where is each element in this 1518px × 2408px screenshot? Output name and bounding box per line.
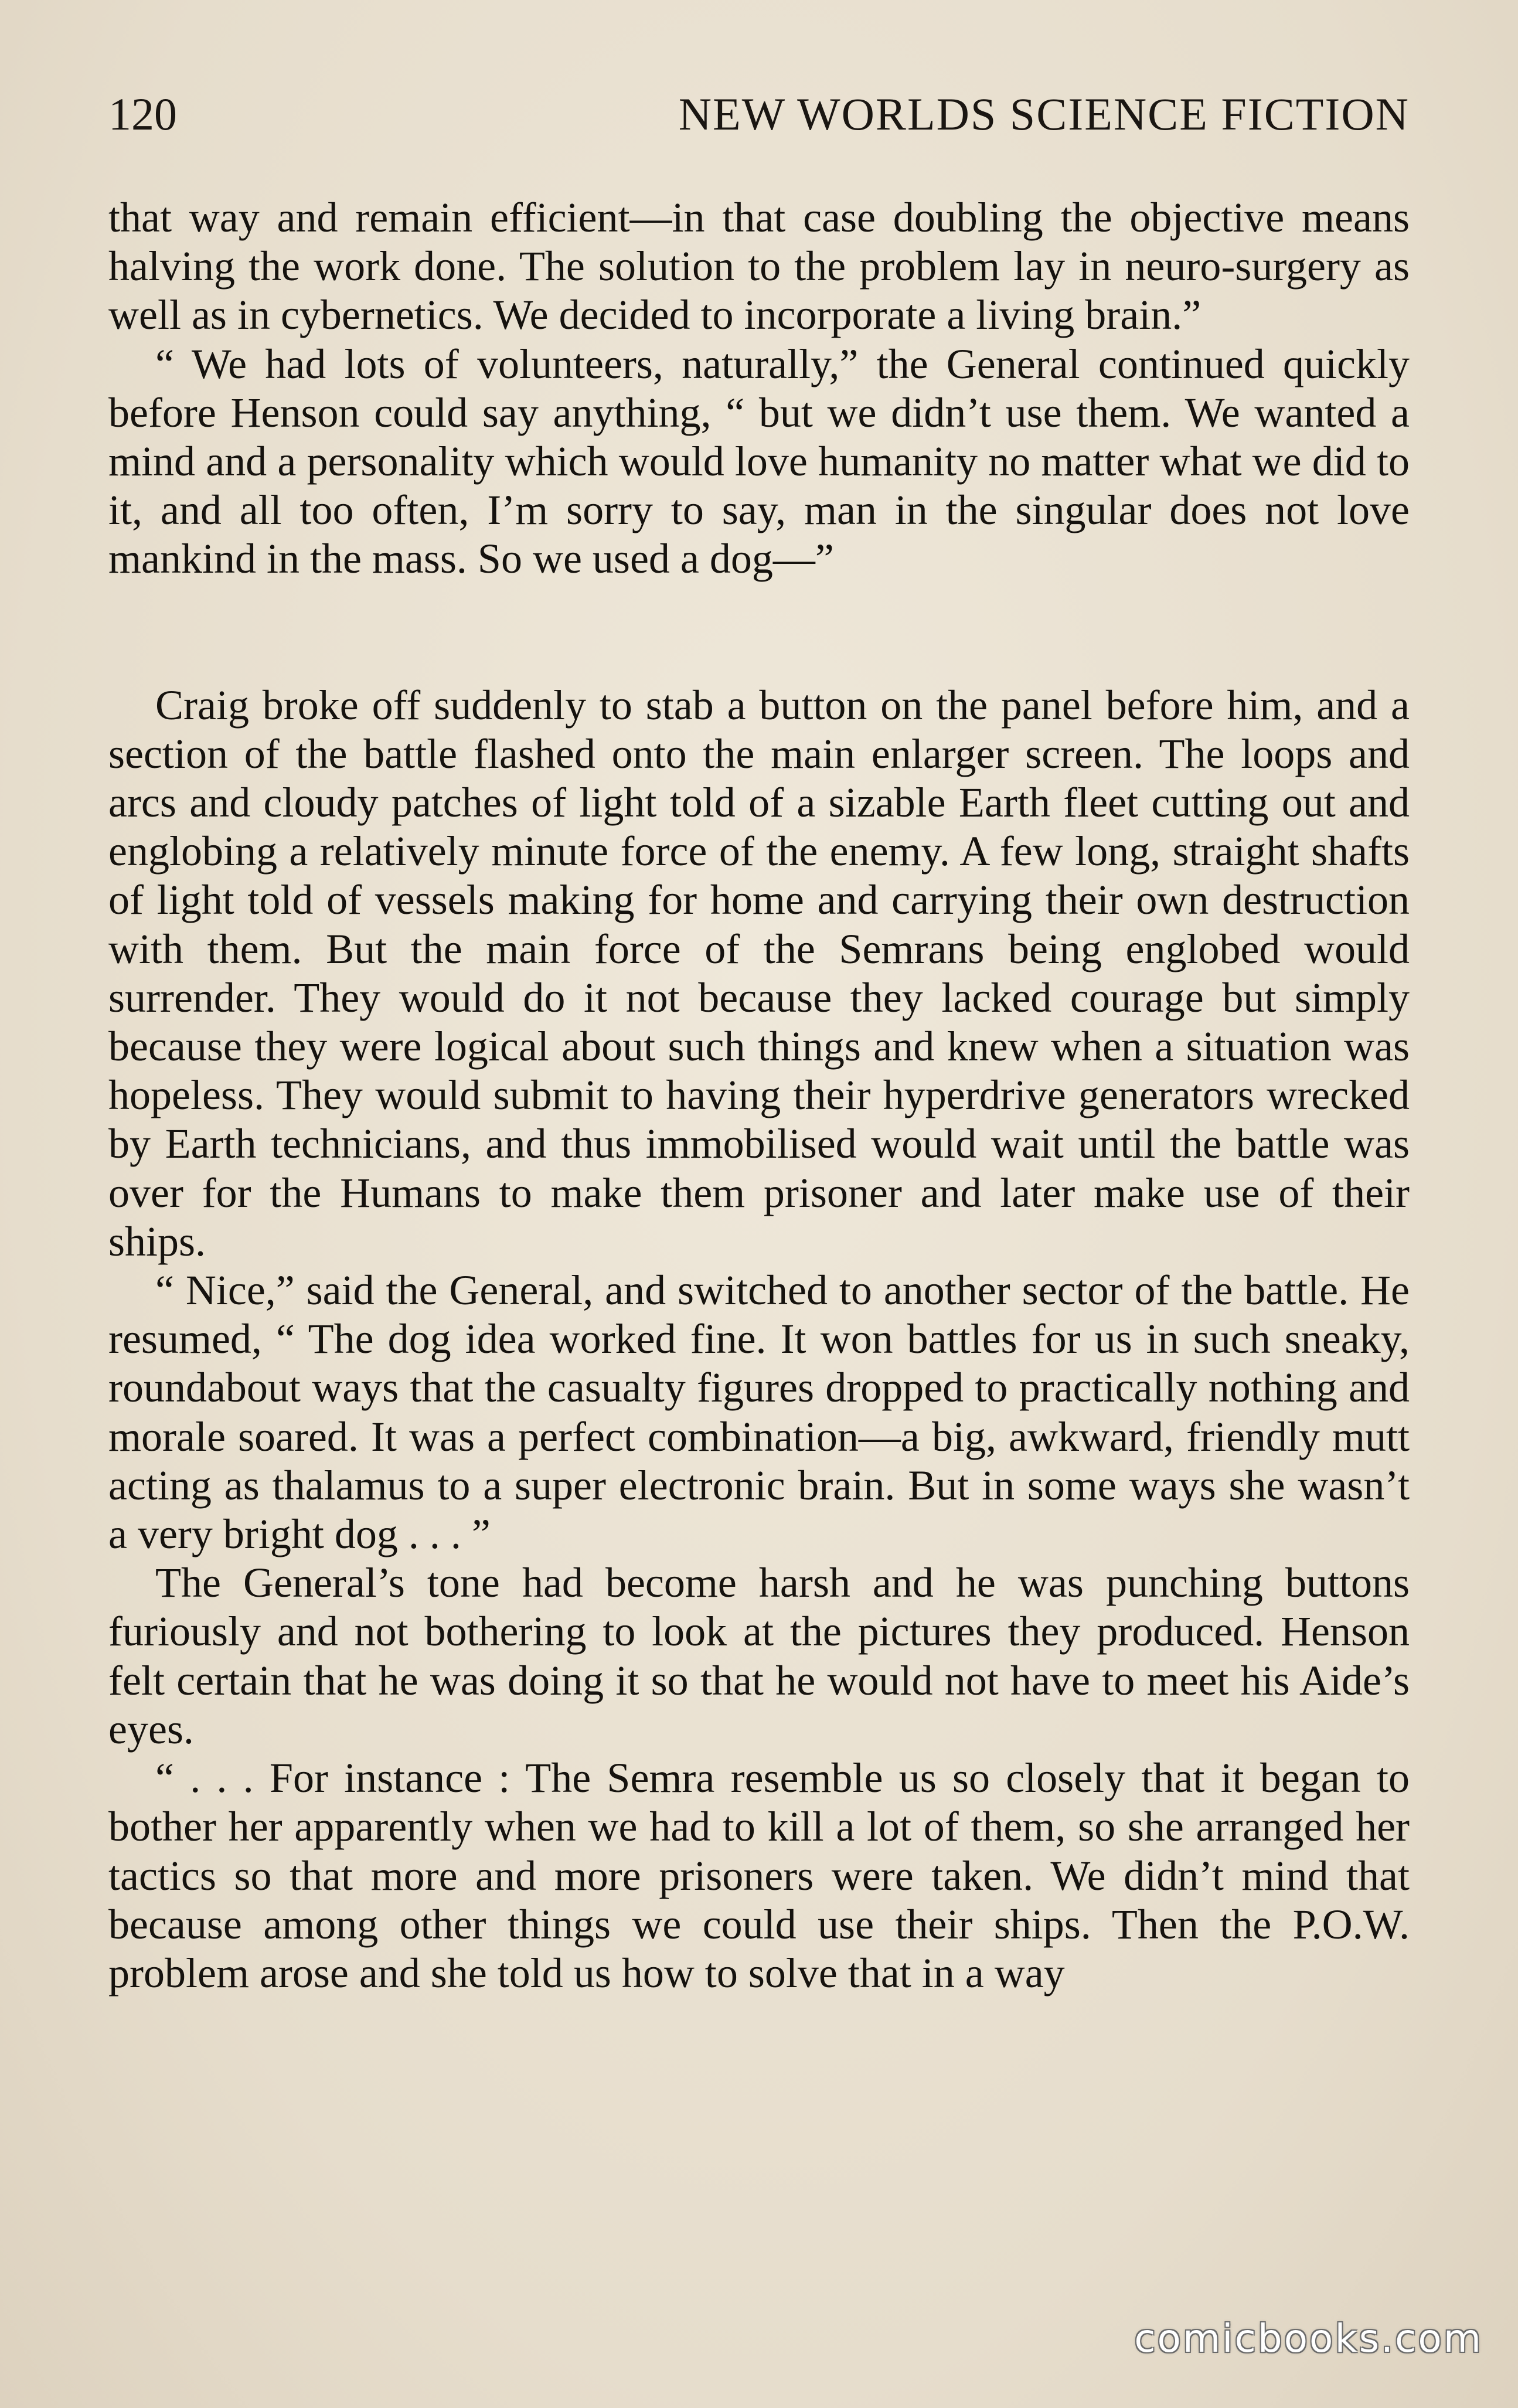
paragraph-after-section-break: Craig broke off suddenly to stab a button on the panel before him, and a section of the battle flashed onto the main enlarger screen. The loops and arcs and cloudy patches of light told of a sizable Earth fleet cutting out and englobing a relatively minute force of the enemy. A few long, straight shafts of light told of vessels making for home and carrying their own destruction with them. But the main force of the Semrans being englobed would surrender. They would do it not because they lacked courage but simply because they were logical about such things and knew when a situation was hopeless. They would submit to having their hyperdrive generators wrecked by Earth technicians, and thus immobilised would wait until the battle was over for the Humans to make them prisoner and later make use of their ships. bbox=[108, 681, 1410, 1265]
paragraph: “ . . . For instance : The Semra resemble us so closely that it began to bother her apparently when we had to kill a lot of them, so she arranged her tactics so that more and more prisoners were taken. We didn’t mind that because among other things we could use their ships. Then the P.O.W. problem arose and she told us how to solve that in a way bbox=[108, 1754, 1410, 1997]
paragraph: “ Nice,” said the General, and switched to another sector of the battle. He resumed, “ The dog idea worked fine. It won battles for us in such sneaky, roundabout ways that the casualty figures dropped to practically nothing and morale soared. It was a perfect combination—a big, awkward, friendly mutt acting as thalamus to a super electronic brain. But in some ways she wasn’t a very bright dog . . . ” bbox=[108, 1267, 1410, 1558]
running-title: NEW WORLDS SCIENCE FICTION bbox=[678, 89, 1410, 140]
page-number: 120 bbox=[108, 89, 177, 140]
paragraph: “ We had lots of volunteers, naturally,” the General continued quickly before Henson could say anything, “ but we didn’t use them. We wanted a mind and a personality which would love humanity no matter what we did to it, and all too often, I’m sorry to say, man in the singular does not love mankind in the mass. So we used a dog—” bbox=[108, 340, 1410, 583]
paragraph: The General’s tone had become harsh and he was punching buttons furiously and not bothering to look at the pictures they produced. Henson felt certain that he was doing it so that he would not have to meet his Aide’s eyes. bbox=[108, 1559, 1410, 1753]
page-header bbox=[108, 88, 1410, 158]
watermark-logo: comicbooks.com bbox=[1134, 2316, 1483, 2361]
paragraph-continuation: that way and remain efficient—in that case doubling the objective means halving the work done. The solution to the problem lay in neuro-surgery as well as in cybernetics. We decided to incorporate a living brain.” bbox=[108, 194, 1410, 339]
body-text bbox=[108, 193, 1410, 1998]
